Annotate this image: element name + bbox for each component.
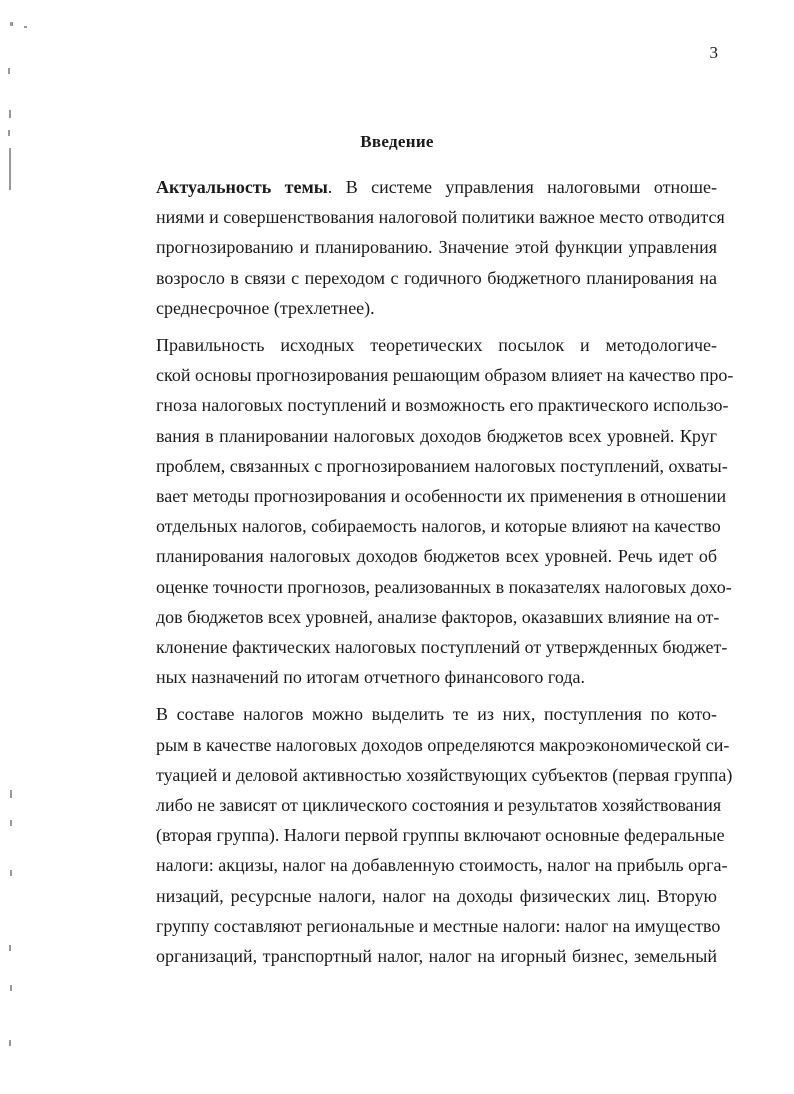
text-line: ных назначений по итогам отчетного финансового года. bbox=[156, 667, 585, 688]
text-line: планирования налоговых доходов бюджетов всех уровней. Речь идет об bbox=[156, 546, 717, 567]
text-line: налоги: акцизы, налог на добавленную стоимость, налог на прибыль орга- bbox=[156, 855, 728, 876]
text-line: клонение фактических налоговых поступлений от утвержденных бюджет- bbox=[156, 637, 728, 658]
paragraph-methodology bbox=[111, 330, 734, 692]
text-line: среднесрочное (трехлетнее). bbox=[156, 297, 375, 318]
text-line: гноза налоговых поступлений и возможность его практического использо- bbox=[156, 395, 729, 416]
text-line: рым в качестве налоговых доходов определяются макроэкономической си- bbox=[156, 734, 730, 755]
scan-margin-marks bbox=[2, 0, 32, 1094]
text-line: либо не зависят от циклического состояния и результатов хозяйствования bbox=[156, 795, 722, 816]
text-line: отдельных налогов, собираемость налогов, и которые влияют на качество bbox=[156, 516, 721, 537]
text-line: Актуальность темы. В системе управления налоговыми отноше- bbox=[156, 177, 717, 197]
page-number: 3 bbox=[709, 43, 718, 62]
text-line: В составе налогов можно выделить те из них, поступления по кото- bbox=[156, 704, 717, 725]
paragraph-topic-relevance bbox=[111, 172, 725, 323]
topic-label: Актуальность темы bbox=[156, 177, 328, 197]
text-line: оценке точности прогнозов, реализованных в показателях налоговых дохо- bbox=[156, 576, 732, 597]
text-line: проблем, связанных с прогнозированием налоговых поступлений, охваты- bbox=[156, 455, 728, 476]
text-line: туацией и деловой активностью хозяйствующих субъектов (первая группа) bbox=[156, 764, 733, 785]
text-line: ской основы прогнозирования решающим образом влияет на качество про- bbox=[156, 365, 734, 386]
text-line: группу составляют региональные и местные налоги: налог на имущество bbox=[156, 915, 721, 936]
text-line: возросло в связи с переходом с годичного бюджетного планирования на bbox=[156, 267, 717, 288]
text-line: (вторая группа). Налоги первой группы включают основные федеральные bbox=[156, 825, 725, 846]
text-line: прогнозированию и планированию. Значение этой функции управления bbox=[156, 237, 717, 258]
paragraph-tax-groups bbox=[111, 699, 733, 971]
page-title: Введение bbox=[360, 132, 434, 151]
text-line: вает методы прогнозирования и особенности их применения в отношении bbox=[156, 486, 727, 507]
text-line: Правильность исходных теоретических посылок и методологиче- bbox=[156, 335, 717, 356]
text-line: вания в планировании налоговых доходов бюджетов всех уровней. Круг bbox=[156, 425, 717, 446]
text-line: дов бюджетов всех уровней, анализе факторов, оказавших влияние на от- bbox=[156, 606, 720, 627]
document-body bbox=[111, 172, 734, 971]
text-line: ниями и совершенствования налоговой политики важное место отводится bbox=[156, 207, 725, 228]
text-line: организаций, транспортный налог, налог на игорный бизнес, земельный bbox=[156, 946, 717, 967]
text-line: низаций, ресурсные налоги, налог на доходы физических лиц. Вторую bbox=[156, 885, 717, 906]
